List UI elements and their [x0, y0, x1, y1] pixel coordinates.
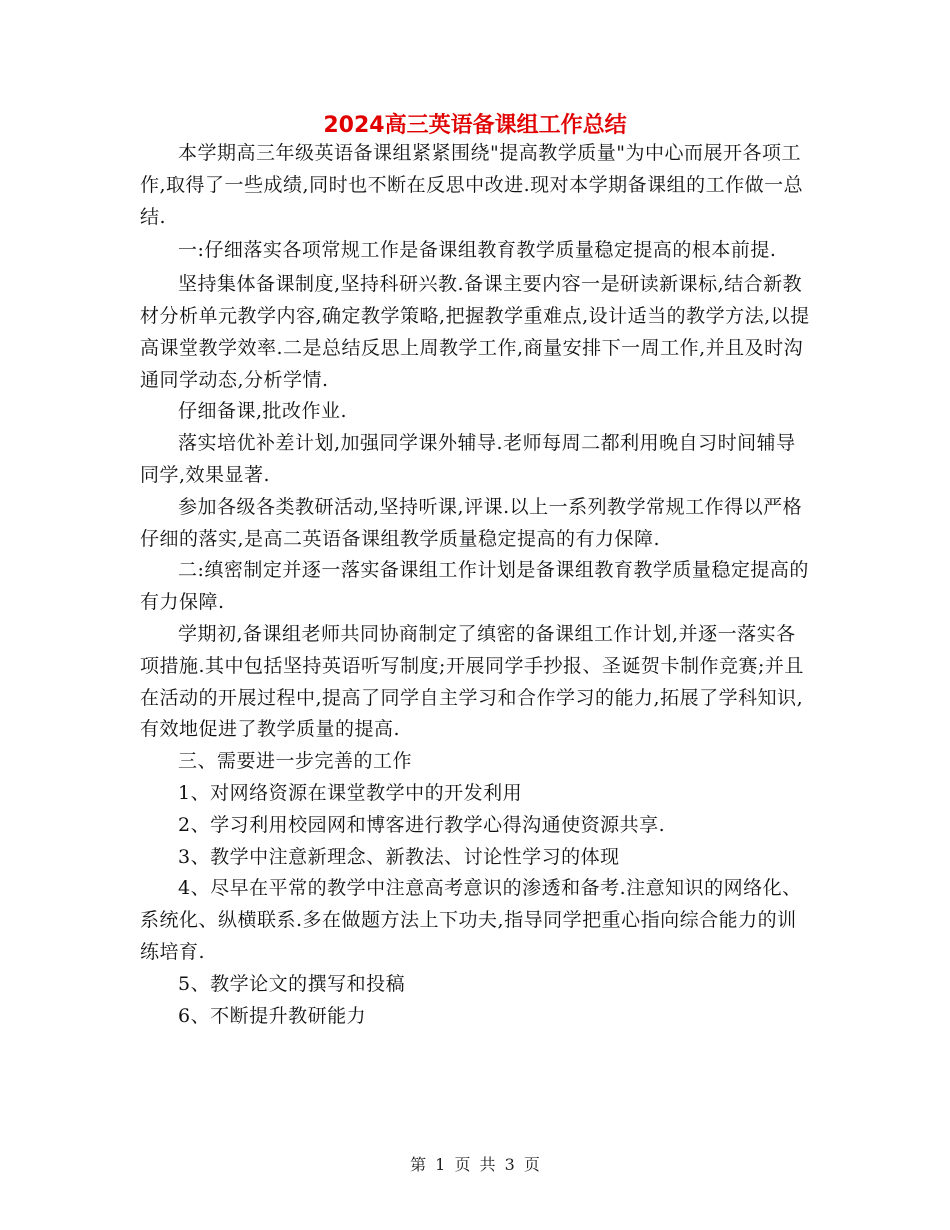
paragraph-collective-prep: 坚持集体备课制度,坚持科研兴教.备课主要内容一是研读新课标,结合新教材分析单元教学内容,确定教学策略,把握教学重难点,设计适当的教学方法,以提高课堂教学效率.二是总结反思上周教学工作,商量安排下一周工作,并且及时沟通同学动态,分析学情. [140, 273, 810, 391]
list-item-5: 5、教学论文的撰写和投稿 [178, 972, 406, 995]
document-body [140, 138, 810, 1032]
list-item-2: 2、学习利用校园网和博客进行教学心得沟通使资源共享. [178, 813, 666, 836]
list-item-3: 3、教学中注意新理念、新教法、讨论性学习的体现 [178, 845, 620, 868]
paragraph-tutoring: 落实培优补差计划,加强同学课外辅导.老师每周二都利用晚自习时间辅导同学,效果显著. [140, 432, 796, 486]
list-item-6: 6、不断提升教研能力 [178, 1004, 367, 1027]
paragraph-work-plan: 学期初,备课组老师共同协商制定了缜密的备课组工作计划,并逐一落实各项措施.其中包括坚持英语听写制度;开展同学手抄报、圣诞贺卡制作竞赛;并且在活动的开展过程中,提高了同学自主学习和合作学习的能力,拓展了学科知识,有效地促进了教学质量的提高. [140, 622, 804, 741]
list-item-4: 4、尽早在平常的教学中注意高考意识的渗透和备考.注意知识的网络化、系统化、纵横联系.多在做题方法上下功夫,指导同学把重心指向综合能力的训练培育. [140, 877, 802, 963]
page-number-footer: 第 1 页 共 3 页 [410, 1155, 540, 1174]
section-heading-1: 一:仔细落实各项常规工作是备课组教育教学质量稳定提高的根本前提. [178, 239, 777, 262]
section-heading-2: 二:缜密制定并逐一落实备课组工作计划是备课组教育教学质量稳定提高的有力保障. [140, 559, 809, 614]
section-heading-3: 三、需要进一步完善的工作 [178, 750, 413, 773]
paragraph-research-activities: 参加各级各类教研活动,坚持听课,评课.以上一系列教学常规工作得以严格仔细的落实,是高二英语备课组教学质量稳定提高的有力保障. [140, 495, 803, 550]
paragraph-intro: 本学期高三年级英语备课组紧紧围绕"提高教学质量"为中心而展开各项工作,取得了一些成绩,同时也不断在反思中改进.现对本学期备课组的工作做一总结. [140, 142, 804, 228]
document-title: 2024高三英语备课组工作总结 [323, 113, 627, 138]
list-item-1: 1、对网络资源在课堂教学中的开发利用 [178, 781, 523, 804]
paragraph-lesson-prep: 仔细备课,批改作业. [178, 400, 348, 423]
